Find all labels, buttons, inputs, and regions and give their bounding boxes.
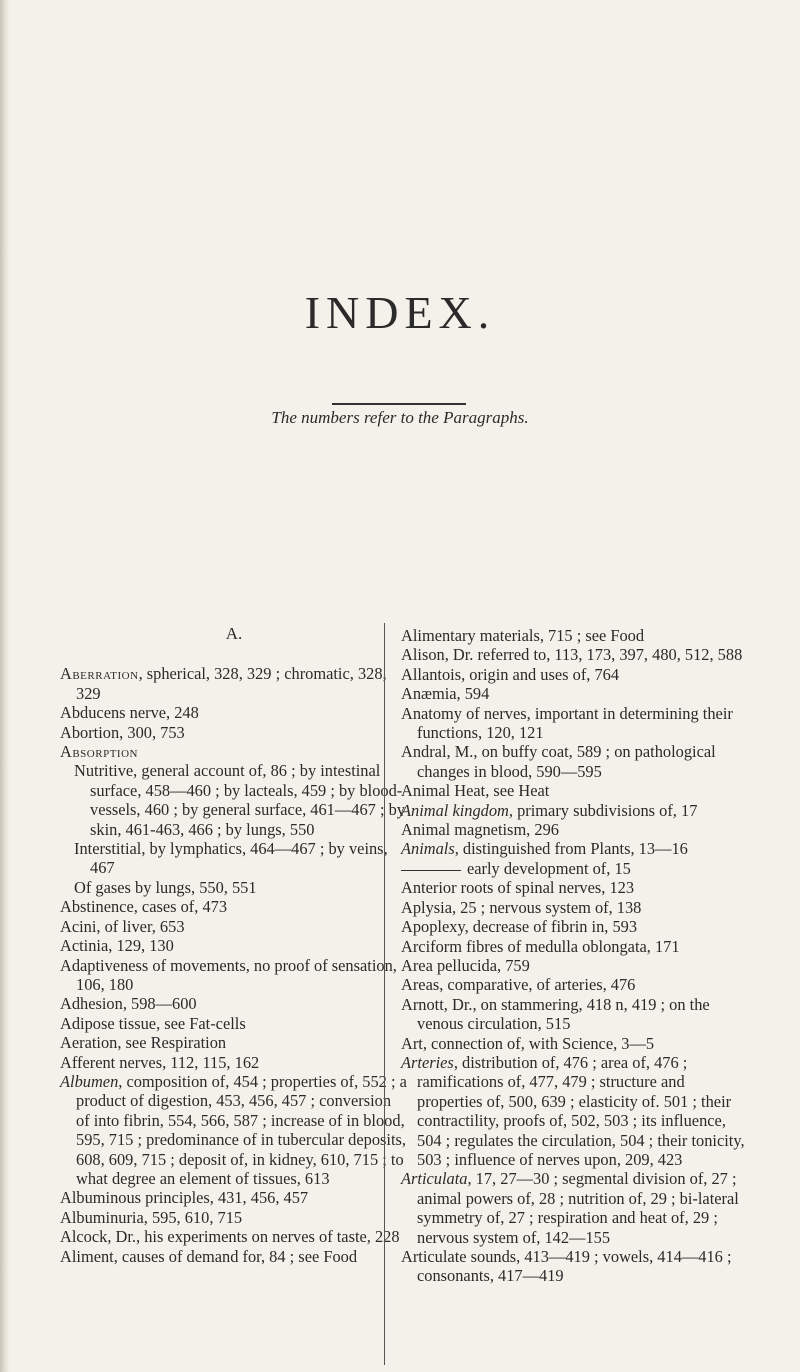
- entry-text: Adhesion, 598—600: [60, 994, 197, 1014]
- entry-text: Apoplexy, decrease of fibrin in, 593: [401, 917, 638, 937]
- index-entry: [60, 1053, 408, 1072]
- index-entry: [401, 684, 749, 703]
- entry-text: Abortion, 300, 753: [60, 722, 185, 742]
- left-column: [60, 624, 408, 1266]
- index-entry: [401, 1169, 749, 1247]
- entry-text: Actinia, 129, 130: [60, 936, 174, 956]
- entry-text: early development of, 15: [467, 858, 631, 878]
- index-entry: [60, 1227, 408, 1246]
- index-entry: [60, 1014, 408, 1033]
- entry-text: Aeration, see Respiration: [60, 1033, 227, 1053]
- index-entry: [401, 781, 749, 800]
- column-divider: [384, 623, 385, 1365]
- index-entry: [401, 742, 749, 781]
- index-entry: [401, 937, 749, 956]
- left-entries: [60, 664, 408, 1266]
- index-entry: [60, 1188, 408, 1207]
- index-entry: [401, 820, 749, 839]
- index-entry: [60, 994, 408, 1013]
- page-edge: [0, 0, 10, 1372]
- entry-text: Art, connection of, with Science, 3—5: [401, 1033, 655, 1053]
- entry-heading: Articulata: [401, 1169, 468, 1189]
- entry-text: , distinguished from Plants, 13—16: [454, 839, 688, 859]
- entry-text: , distribution of, 476 ; area of, 476 ; ramifications of, 477, 479 ; structure and properties of, 500, 639 ; elasticity of. 501 ; their contractility, proofs of, 502, 503 ; its influence, 504 ; regulates the circulation, 504 ; their tonicity, 503 ; influence of nerves upon, 209, 423: [417, 1052, 745, 1169]
- index-entry: [60, 703, 408, 722]
- entry-text: Arnott, Dr., on stammering, 418 n, 419 ; on the venous circulation, 515: [401, 994, 710, 1034]
- index-entry: [60, 839, 408, 878]
- index-entry: [60, 723, 408, 742]
- index-entry: [60, 742, 408, 761]
- entry-heading: Absorption: [60, 742, 138, 762]
- index-entry: [401, 917, 749, 936]
- entry-heading: Arteries: [401, 1052, 454, 1072]
- index-entry: [60, 897, 408, 916]
- index-entry: [60, 936, 408, 955]
- entry-text: Afferent nerves, 112, 115, 162: [60, 1052, 260, 1072]
- entry-text: Andral, M., on buffy coat, 589 ; on pathological changes in blood, 590—595: [401, 742, 716, 781]
- entry-text: Animal Heat, see Heat: [401, 781, 550, 801]
- index-entry: [60, 664, 408, 703]
- index-entry: [60, 956, 408, 995]
- index-entry: [401, 801, 749, 820]
- index-entry: [60, 917, 408, 936]
- entry-text: , composition of, 454 ; properties of, 552 ; a product of digestion, 453, 456, 457 ; conversion of into fibrin, 554, 566, 587 ; increase of in blood, 595, 715 ; predominance of in tubercular deposits, 608, 609, 715 ; deposit of, in kidney, 610, 715 ; to what degree an element of tissues, 613: [76, 1071, 407, 1188]
- entry-text: Nutritive, general account of, 86 ; by intestinal surface, 458—460 ; by lacteals, 459 ; by blood-vessels, 460 ; by general surface, 461—467 ; by skin, 461-463, 466 ; by lungs, 550: [74, 761, 405, 839]
- entry-text: Anatomy of nerves, important in determining their functions, 120, 121: [401, 703, 733, 743]
- entry-heading: Albumen: [60, 1071, 119, 1091]
- entry-heading: Animals: [401, 839, 455, 859]
- index-entry: [401, 859, 749, 878]
- index-entry: [401, 1034, 749, 1053]
- entry-text: Abducens nerve, 248: [60, 703, 199, 723]
- index-entry: [401, 1247, 749, 1286]
- index-entry: [401, 704, 749, 743]
- index-entry: [401, 645, 749, 664]
- entry-heading: Animal kingdom: [401, 800, 509, 820]
- entry-text: Acini, of liver, 653: [60, 916, 185, 936]
- index-entry: [60, 878, 408, 897]
- entry-text: Aliment, causes of demand for, 84 ; see Food: [60, 1246, 358, 1266]
- entry-text: Abstinence, cases of, 473: [60, 897, 228, 917]
- index-entry: [401, 1053, 749, 1169]
- index-entry: [401, 665, 749, 684]
- entry-text: Anæmia, 594: [401, 684, 490, 704]
- index-entry: [401, 956, 749, 975]
- index-entry: [401, 839, 749, 858]
- entry-text: Animal magnetism, 296: [401, 820, 559, 840]
- entry-text: Areas, comparative, of arteries, 476: [401, 975, 636, 995]
- entry-text: Albuminous principles, 431, 456, 457: [60, 1188, 309, 1208]
- index-entry: [60, 1033, 408, 1052]
- entry-text: , primary subdivisions of, 17: [508, 800, 698, 820]
- index-entry: [401, 898, 749, 917]
- entry-text: Articulate sounds, 413—419 ; vowels, 414—416 ; consonants, 417—419: [401, 1247, 732, 1286]
- entry-heading: Aberration: [60, 664, 139, 684]
- entry-text: Adipose tissue, see Fat-cells: [60, 1013, 246, 1033]
- entry-text: Interstitial, by lymphatics, 464—467 ; by veins, 467: [74, 839, 388, 878]
- right-entries: [401, 626, 749, 1286]
- entry-text: Alimentary materials, 715 ; see Food: [401, 626, 645, 645]
- index-entry: [401, 878, 749, 897]
- entry-text: , spherical, 328, 329 ; chromatic, 328, 329: [76, 664, 387, 703]
- page-subtitle: The numbers refer to the Paragraphs.: [271, 408, 529, 427]
- entry-text: Aplysia, 25 ; nervous system of, 138: [401, 897, 642, 917]
- title-rule: [332, 403, 466, 405]
- entry-text: Alcock, Dr., his experiments on nerves of taste, 228: [60, 1227, 400, 1247]
- index-entry: [401, 995, 749, 1034]
- section-letter: A.: [225, 624, 243, 643]
- entry-text: Adaptiveness of movements, no proof of sensation, 106, 180: [60, 955, 397, 994]
- index-entry: [401, 626, 749, 645]
- entry-text: Of gases by lungs, 550, 551: [74, 877, 257, 897]
- right-column: [401, 626, 749, 1286]
- page-title: INDEX.: [304, 287, 496, 338]
- entry-text: Area pellucida, 759: [401, 955, 530, 975]
- entry-text: Arciform fibres of medulla oblongata, 171: [401, 936, 680, 956]
- ditto-dash: [401, 870, 461, 871]
- index-entry: [60, 1208, 408, 1227]
- entry-text: Albuminuria, 595, 610, 715: [60, 1207, 243, 1227]
- index-entry: [60, 761, 408, 839]
- index-entry: [60, 1072, 408, 1188]
- entry-text: Alison, Dr. referred to, 113, 173, 397, 480, 512, 588: [401, 645, 743, 665]
- index-entry: [60, 1247, 408, 1266]
- index-entry: [401, 975, 749, 994]
- entry-text: Allantois, origin and uses of, 764: [401, 664, 620, 684]
- entry-text: Anterior roots of spinal nerves, 123: [401, 878, 635, 898]
- entry-text: , 17, 27—30 ; segmental division of, 27 ; animal powers of, 28 ; nutrition of, 29 ; bi-lateral symmetry of, 27 ; respiration and heat of, 29 ; nervous system of, 142—155: [417, 1169, 739, 1247]
